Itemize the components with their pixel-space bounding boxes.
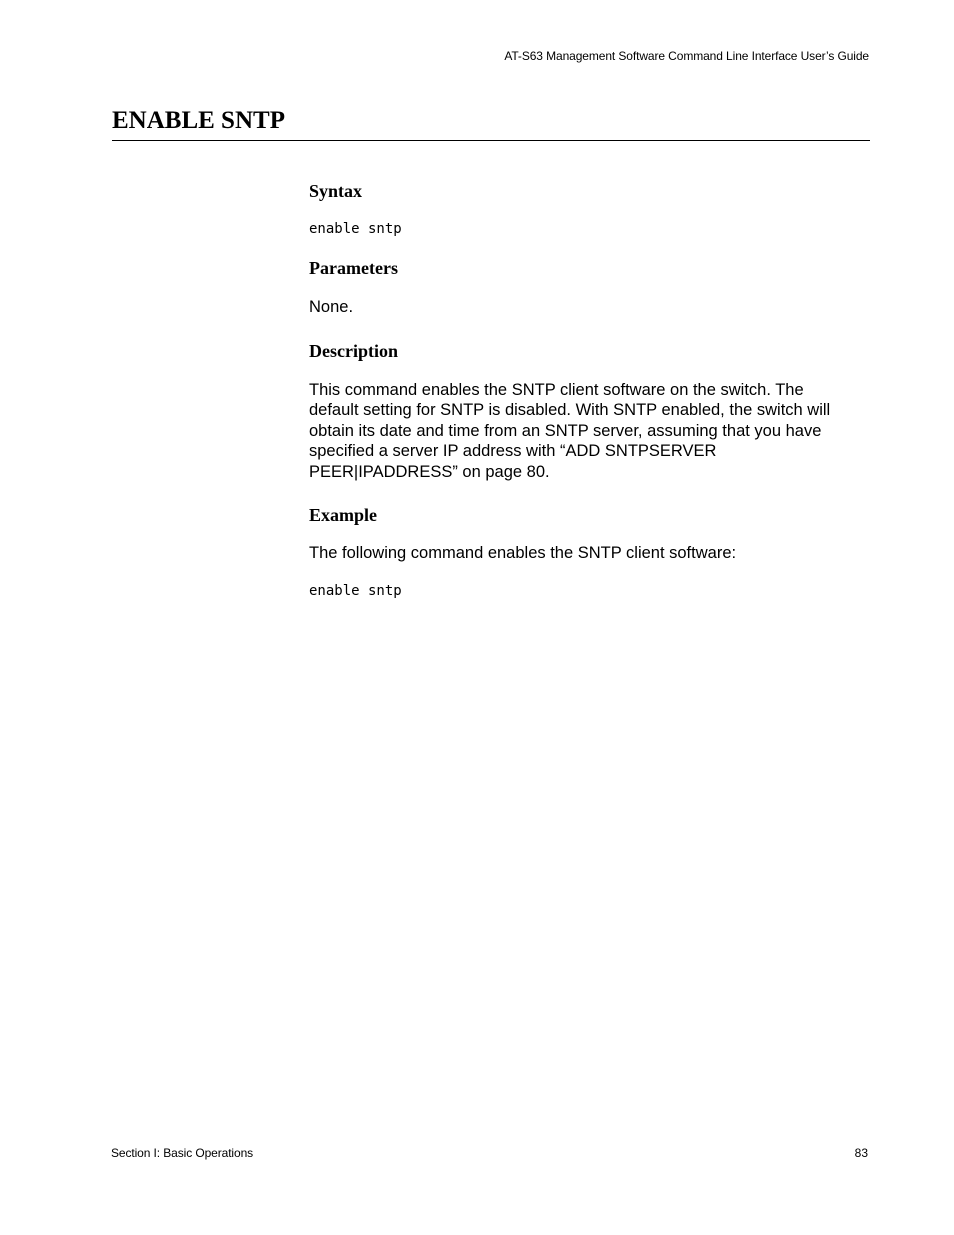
parameters-heading-block xyxy=(309,257,869,279)
syntax-code-block xyxy=(309,220,869,238)
running-header: AT-S63 Management Software Command Line Interface User’s Guide xyxy=(504,49,869,63)
parameters-text-block xyxy=(309,297,869,317)
description-heading-block xyxy=(309,340,869,362)
description-text-block xyxy=(309,380,857,482)
example-heading: Example xyxy=(309,505,378,525)
parameters-text: None. xyxy=(309,298,354,316)
syntax-code: enable sntp xyxy=(309,221,402,237)
example-text: The following command enables the SNTP client software: xyxy=(309,544,737,562)
example-text-block xyxy=(309,543,869,563)
parameters-heading: Parameters xyxy=(309,258,398,278)
example-code: enable sntp xyxy=(309,583,402,599)
example-heading-block xyxy=(309,504,869,526)
footer-section: Section I: Basic Operations xyxy=(111,1146,254,1160)
footer-page-number: 83 xyxy=(854,1146,868,1160)
page-title: ENABLE SNTP xyxy=(112,107,285,134)
title-rule xyxy=(112,140,870,141)
example-code-block xyxy=(309,582,869,600)
syntax-heading: Syntax xyxy=(309,181,363,201)
description-heading: Description xyxy=(309,341,398,361)
description-text: This command enables the SNTP client software on the switch. The default setting for SNTP is disabled. With SNTP enabled, the switch will obtain its date and time from an SNTP server, assuming that you have specified a server IP address with “ADD SNTPSERVER PEER|IPADDRESS” on page 80. xyxy=(309,381,831,481)
syntax-heading-block xyxy=(309,180,869,202)
